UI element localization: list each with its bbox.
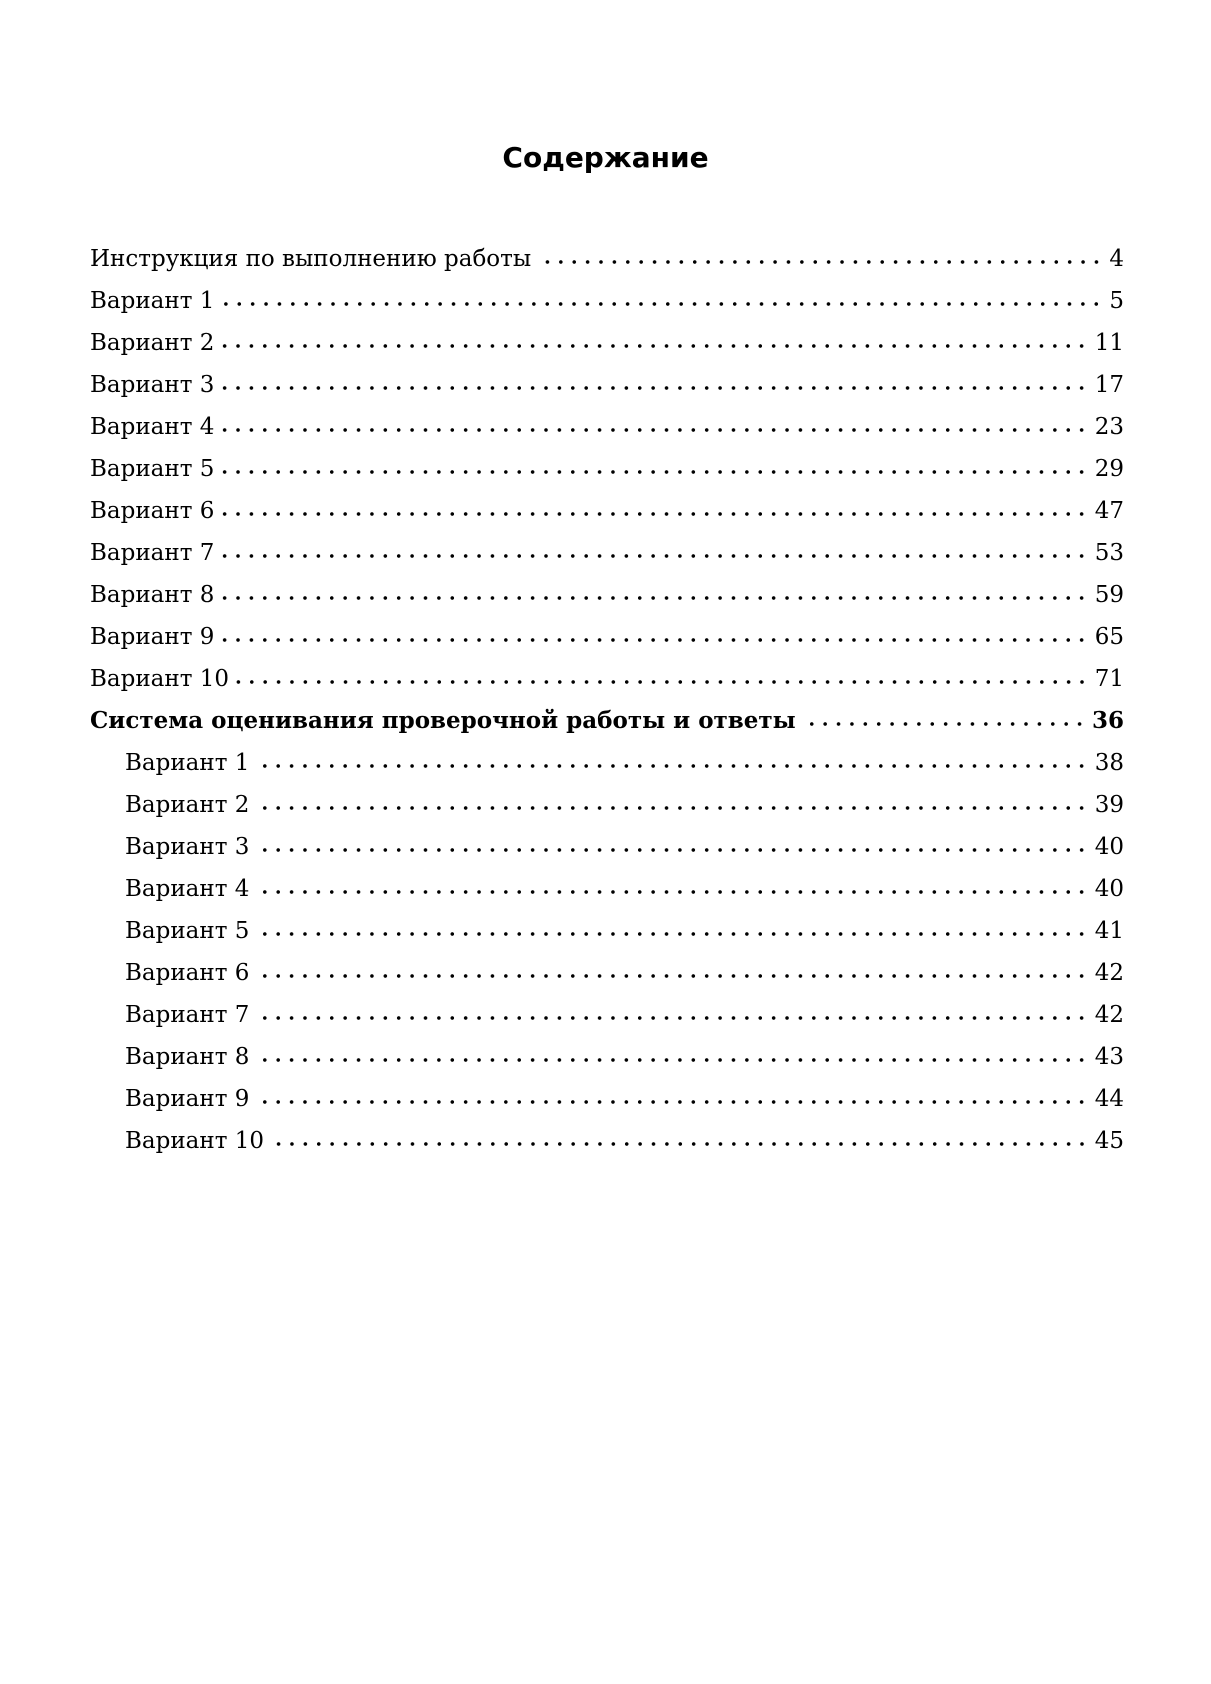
toc-subentry-answers-variant-5[interactable] — [90, 917, 1124, 959]
toc-entry-page: 39 — [1094, 792, 1124, 818]
toc-entry-page: 40 — [1094, 876, 1124, 902]
toc-entry-page: 4 — [1109, 246, 1124, 272]
dot-leader — [220, 301, 1103, 307]
toc-entry-label: Вариант 10 — [90, 666, 230, 692]
toc-entry-page: 29 — [1094, 456, 1124, 482]
toc-entry-label: Вариант 7 — [90, 540, 215, 566]
toc-entry-label: Вариант 9 — [90, 624, 215, 650]
toc-entry-page: 17 — [1094, 372, 1124, 398]
table-of-contents — [90, 245, 1124, 1169]
dot-leader — [255, 931, 1088, 937]
toc-entry-variant-5[interactable] — [90, 455, 1124, 497]
toc-entry-variant-9[interactable] — [90, 623, 1124, 665]
dot-leader — [220, 637, 1088, 643]
toc-entry-variant-6[interactable] — [90, 497, 1124, 539]
toc-entry-instructions[interactable] — [90, 245, 1124, 287]
toc-entry-label: Вариант 2 — [125, 792, 250, 818]
dot-leader — [220, 427, 1088, 433]
toc-entry-page: 44 — [1094, 1086, 1124, 1112]
toc-entry-label: Вариант 8 — [125, 1044, 250, 1070]
toc-entry-page: 47 — [1094, 498, 1124, 524]
toc-entry-variant-8[interactable] — [90, 581, 1124, 623]
dot-leader — [537, 259, 1103, 265]
dot-leader — [255, 805, 1088, 811]
toc-entry-page: 38 — [1094, 750, 1124, 776]
toc-entry-page: 53 — [1094, 540, 1124, 566]
dot-leader — [802, 721, 1086, 727]
toc-entry-page: 65 — [1094, 624, 1124, 650]
toc-entry-page: 45 — [1094, 1128, 1124, 1154]
toc-subentry-answers-variant-4[interactable] — [90, 875, 1124, 917]
dot-leader — [220, 385, 1088, 391]
toc-entry-page: 41 — [1094, 918, 1124, 944]
toc-entry-variant-2[interactable] — [90, 329, 1124, 371]
toc-subentry-answers-variant-10[interactable] — [90, 1127, 1124, 1169]
toc-entry-page: 43 — [1094, 1044, 1124, 1070]
dot-leader — [255, 1057, 1088, 1063]
dot-leader — [255, 1015, 1088, 1021]
toc-entry-label: Вариант 6 — [90, 498, 215, 524]
toc-subentry-answers-variant-6[interactable] — [90, 959, 1124, 1001]
toc-entry-page: 71 — [1094, 666, 1124, 692]
dot-leader — [255, 847, 1088, 853]
toc-entry-label: Вариант 10 — [125, 1128, 265, 1154]
toc-entry-variant-4[interactable] — [90, 413, 1124, 455]
dot-leader — [220, 511, 1088, 517]
toc-entry-page: 23 — [1094, 414, 1124, 440]
toc-entry-label: Система оценивания проверочной работы и ответы — [90, 707, 796, 734]
toc-entry-label: Вариант 5 — [90, 456, 215, 482]
toc-subentry-answers-variant-7[interactable] — [90, 1001, 1124, 1043]
dot-leader — [235, 679, 1089, 685]
dot-leader — [220, 343, 1088, 349]
toc-subentry-answers-variant-1[interactable] — [90, 749, 1124, 791]
toc-entry-label: Инструкция по выполнению работы — [90, 246, 532, 272]
toc-subentry-answers-variant-2[interactable] — [90, 791, 1124, 833]
dot-leader — [220, 553, 1088, 559]
dot-leader — [255, 889, 1088, 895]
toc-entry-label: Вариант 3 — [125, 834, 250, 860]
toc-entry-page: 5 — [1109, 288, 1124, 314]
toc-entry-variant-7[interactable] — [90, 539, 1124, 581]
toc-entry-label: Вариант 4 — [125, 876, 250, 902]
toc-entry-label: Вариант 3 — [90, 372, 215, 398]
toc-entry-label: Вариант 1 — [125, 750, 250, 776]
toc-entry-label: Вариант 9 — [125, 1086, 250, 1112]
toc-entry-assessment-system[interactable] — [90, 707, 1124, 749]
toc-entry-page: 11 — [1094, 330, 1124, 356]
toc-entry-label: Вариант 8 — [90, 582, 215, 608]
toc-entry-label: Вариант 1 — [90, 288, 215, 314]
dot-leader — [220, 595, 1088, 601]
toc-entry-page: 59 — [1094, 582, 1124, 608]
dot-leader — [220, 469, 1088, 475]
toc-entry-variant-3[interactable] — [90, 371, 1124, 413]
toc-entry-page: 40 — [1094, 834, 1124, 860]
page-title: Содержание — [502, 141, 709, 174]
toc-entry-label: Вариант 4 — [90, 414, 215, 440]
toc-subentry-answers-variant-9[interactable] — [90, 1085, 1124, 1127]
dot-leader — [255, 1099, 1088, 1105]
dot-leader — [255, 973, 1088, 979]
toc-entry-page: 36 — [1091, 707, 1124, 734]
toc-entry-label: Вариант 5 — [125, 918, 250, 944]
toc-entry-label: Вариант 7 — [125, 1002, 250, 1028]
toc-entry-page: 42 — [1094, 960, 1124, 986]
toc-entry-label: Вариант 6 — [125, 960, 250, 986]
dot-leader — [255, 763, 1088, 769]
dot-leader — [270, 1141, 1089, 1147]
toc-subentry-answers-variant-8[interactable] — [90, 1043, 1124, 1085]
toc-entry-variant-1[interactable] — [90, 287, 1124, 329]
toc-entry-page: 42 — [1094, 1002, 1124, 1028]
toc-entry-variant-10[interactable] — [90, 665, 1124, 707]
toc-subentry-answers-variant-3[interactable] — [90, 833, 1124, 875]
toc-entry-label: Вариант 2 — [90, 330, 215, 356]
